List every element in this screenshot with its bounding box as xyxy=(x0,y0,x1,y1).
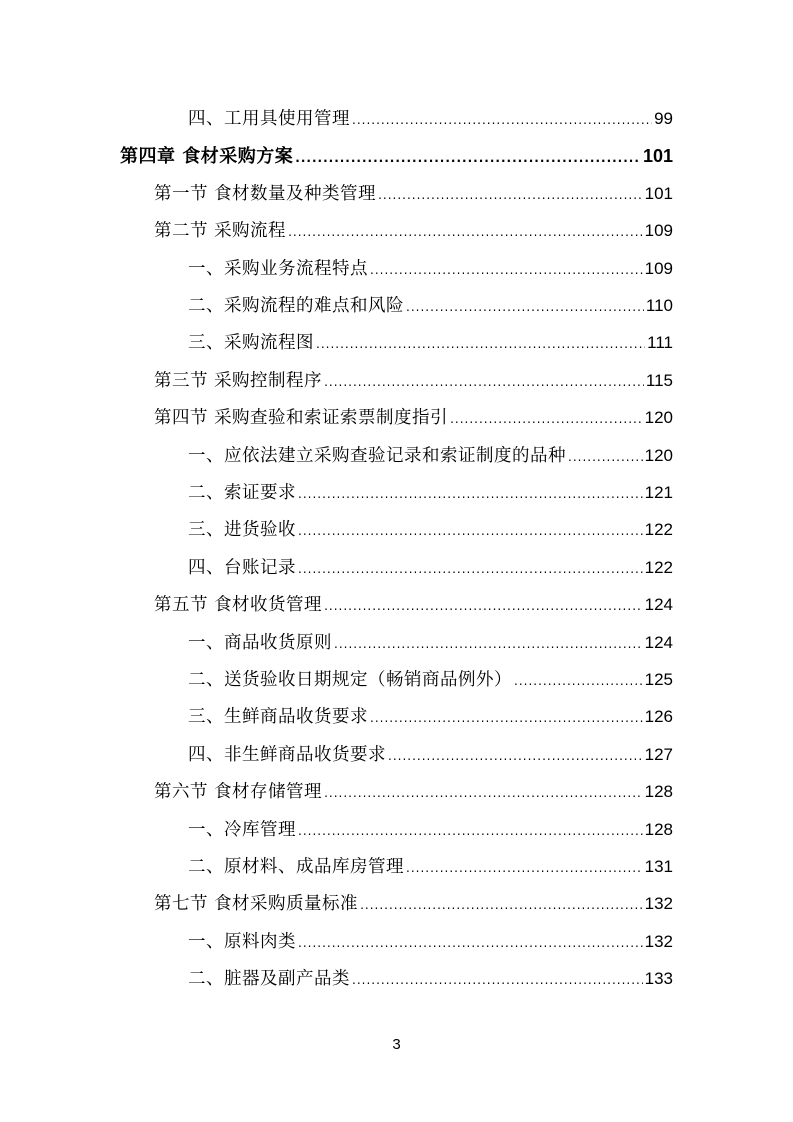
toc-entry-page: 120 xyxy=(644,408,673,428)
toc-entry-page: 99 xyxy=(654,109,673,128)
toc-subsection-entry[interactable] xyxy=(188,255,673,285)
toc-section-entry[interactable] xyxy=(154,367,673,397)
toc-entry-page: 126 xyxy=(644,707,673,727)
toc-entry-title: 第三节 采购控制程序 xyxy=(154,370,323,391)
toc-section-entry[interactable] xyxy=(154,890,673,920)
toc-entry-title: 三、生鲜商品收货要求 xyxy=(188,707,368,728)
toc-entry-title: 二、采购流程的难点和风险 xyxy=(188,296,404,316)
toc-subsection-entry[interactable] xyxy=(188,703,673,733)
toc-entry-page: 128 xyxy=(644,782,673,802)
toc-subsection-entry[interactable] xyxy=(188,853,673,883)
toc-dot-leader xyxy=(316,337,645,351)
toc-dot-leader xyxy=(406,300,644,314)
toc-section-entry[interactable] xyxy=(154,180,673,210)
toc-subsection-entry[interactable] xyxy=(188,479,673,509)
toc-entry-page: 124 xyxy=(644,595,673,615)
toc-dot-leader xyxy=(352,113,652,127)
toc-dot-leader xyxy=(324,786,643,800)
toc-entry-page: 121 xyxy=(644,483,673,502)
toc-subsection-entry[interactable] xyxy=(188,965,673,995)
toc-dot-leader xyxy=(370,711,643,725)
toc-entry-page: 133 xyxy=(644,969,673,989)
toc-section-entry[interactable] xyxy=(154,404,673,434)
toc-entry-title: 一、应依法建立采购查验记录和索证制度的品种 xyxy=(188,445,566,466)
toc-dot-leader xyxy=(514,674,643,688)
toc-dot-leader xyxy=(324,599,643,613)
toc-subsection-entry[interactable] xyxy=(188,666,673,696)
toc-dot-leader xyxy=(298,524,643,538)
toc-entry-page: 124 xyxy=(644,632,673,652)
toc-subsection-entry[interactable] xyxy=(188,741,673,771)
toc-entry-page: 131 xyxy=(644,857,673,876)
toc-entry-page: 122 xyxy=(644,520,673,540)
toc-dot-leader xyxy=(298,562,643,576)
toc-subsection-entry[interactable] xyxy=(188,629,673,659)
toc-section-entry[interactable] xyxy=(154,591,673,621)
toc-entry-title: 二、原材料、成品库房管理 xyxy=(188,857,404,877)
toc-entry-title: 第四节 采购查验和索证索票制度指引 xyxy=(154,408,449,429)
toc-entry-title: 第七节 食材采购质量标准 xyxy=(154,894,359,915)
toc-entry-title: 二、脏器及副产品类 xyxy=(188,969,350,990)
toc-entry-title: 二、索证要求 xyxy=(188,483,296,503)
toc-dot-leader xyxy=(298,936,643,950)
toc-entry-title: 第六节 食材存储管理 xyxy=(154,782,323,803)
toc-entry-title: 四、非生鲜商品收货要求 xyxy=(188,744,386,765)
toc-section-entry[interactable] xyxy=(154,217,673,247)
toc-dot-leader xyxy=(352,973,643,987)
toc-entry-title: 一、原料肉类 xyxy=(188,931,296,952)
toc-dot-leader xyxy=(388,749,643,763)
toc-dot-leader xyxy=(298,824,643,838)
toc-subsection-entry[interactable] xyxy=(188,554,673,584)
toc-dot-leader xyxy=(334,637,643,651)
toc-entry-title: 一、冷库管理 xyxy=(188,819,296,840)
toc-dot-leader xyxy=(298,487,643,501)
page-number: 3 xyxy=(392,1036,401,1053)
toc-entry-title: 第四章 食材采购方案 xyxy=(120,146,294,168)
toc-dot-leader xyxy=(450,412,643,426)
toc-entry-title: 三、进货验收 xyxy=(188,520,296,541)
toc-dot-leader xyxy=(360,898,643,912)
toc-dot-leader xyxy=(288,225,643,239)
toc-entry-title: 四、工用具使用管理 xyxy=(188,109,350,129)
toc-subsection-entry[interactable] xyxy=(188,105,673,135)
toc-subsection-entry[interactable] xyxy=(188,928,673,958)
toc-entry-page: 132 xyxy=(644,931,673,951)
toc-entry-page: 127 xyxy=(644,744,673,764)
toc-dot-leader xyxy=(406,861,643,875)
toc-entry-title: 一、采购业务流程特点 xyxy=(188,258,368,279)
toc-subsection-entry[interactable] xyxy=(188,442,673,472)
toc-entry-title: 二、送货验收日期规定（畅销商品例外） xyxy=(188,670,512,690)
toc-entry-page: 109 xyxy=(644,221,673,241)
toc-chapter-entry[interactable] xyxy=(120,142,673,172)
toc-entry-title: 三、采购流程图 xyxy=(188,333,314,354)
toc-dot-leader xyxy=(295,151,641,165)
toc-entry-page: 101 xyxy=(644,183,673,203)
toc-dot-leader xyxy=(568,450,643,464)
toc-subsection-entry[interactable] xyxy=(188,516,673,546)
toc-subsection-entry[interactable] xyxy=(188,292,673,322)
toc-entry-page: 120 xyxy=(644,445,673,465)
toc-entry-title: 一、商品收货原则 xyxy=(188,632,332,653)
toc-entry-page: 122 xyxy=(644,557,673,577)
toc-dot-leader xyxy=(378,188,643,202)
toc-entry-page: 101 xyxy=(642,146,673,167)
toc-section-entry[interactable] xyxy=(154,778,673,808)
toc-entry-title: 四、台账记录 xyxy=(188,557,296,578)
toc-subsection-entry[interactable] xyxy=(188,329,673,359)
toc-entry-title: 第五节 食材收货管理 xyxy=(154,595,323,616)
toc-subsection-entry[interactable] xyxy=(188,816,673,846)
toc-entry-page: 132 xyxy=(644,894,673,914)
toc-entry-page: 109 xyxy=(644,258,673,278)
toc-entry-page: 115 xyxy=(645,370,673,390)
toc-entry-title: 第一节 食材数量及种类管理 xyxy=(154,183,377,204)
toc-dot-leader xyxy=(370,263,643,277)
toc-entry-page: 110 xyxy=(645,296,673,315)
toc-entry-page: 111 xyxy=(647,333,673,353)
toc-dot-leader xyxy=(324,375,644,389)
toc-entry-title: 第二节 采购流程 xyxy=(154,221,287,242)
toc-entry-page: 128 xyxy=(644,819,673,839)
toc-entry-page: 125 xyxy=(644,670,673,689)
